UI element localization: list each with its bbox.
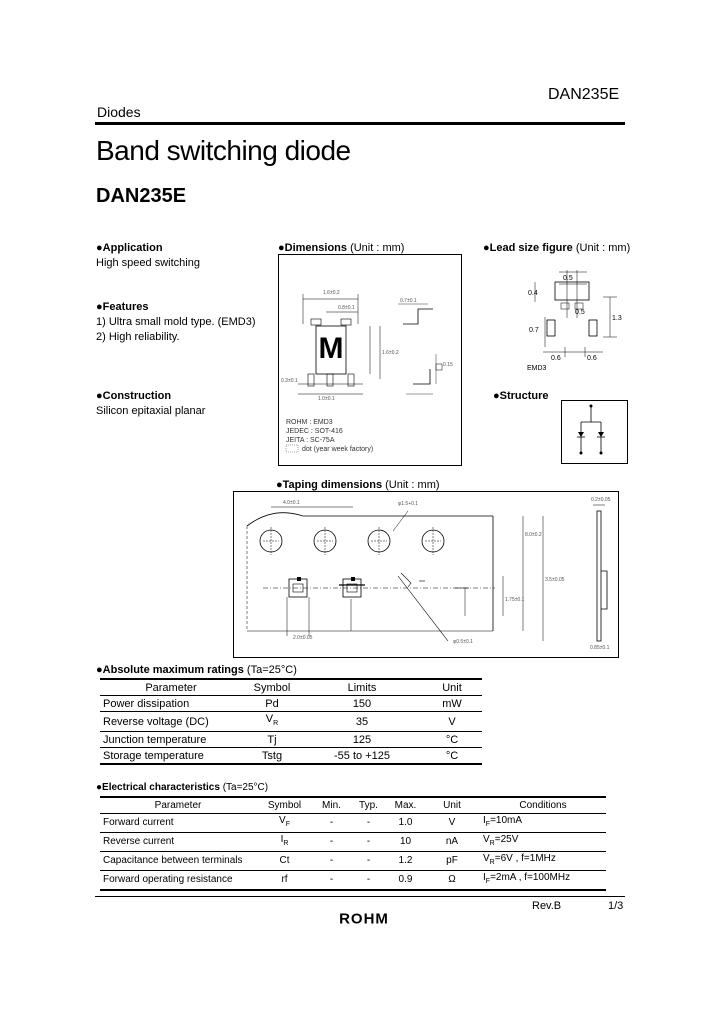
table-cell: °C (422, 748, 482, 765)
table-cell: pF (424, 852, 480, 871)
column-header: Parameter (100, 797, 256, 814)
header-category: Diodes (97, 104, 141, 120)
dimensions-drawing (278, 254, 462, 466)
table-cell: 150 (302, 696, 422, 712)
lead-dim: 0.7 (529, 327, 539, 334)
features-item: 1) Ultra small mold type. (EMD3) (96, 316, 256, 328)
footer-page: 1/3 (608, 900, 624, 912)
lead-dim: 0.5 (563, 275, 573, 282)
bullet-icon: ● (493, 390, 500, 402)
table-cell: - (313, 871, 350, 891)
table-cell: $V_R$ (242, 712, 302, 732)
taping-drawing (233, 491, 619, 659)
table-cell: 1.2 (387, 852, 424, 871)
lead-size-drawing (525, 262, 629, 378)
table-row (100, 852, 606, 871)
table-cell: -55 to +125 (302, 748, 422, 765)
table-cell: - (313, 852, 350, 871)
column-header: Max. (387, 797, 424, 814)
svg-text:2.0±0.05: 2.0±0.05 (293, 635, 313, 641)
construction-text: Silicon epitaxial planar (96, 405, 206, 417)
lead-dim: 1.3 (612, 315, 622, 322)
features-heading: ●Features (96, 301, 149, 313)
lead-dim: 0.6 (551, 355, 561, 362)
table-cell: $I_R$ (256, 833, 313, 852)
dimensions-note: ROHM : EMD3 (286, 419, 333, 426)
page-title: Band switching diode (96, 135, 351, 166)
table-cell: Ct (256, 852, 313, 871)
electrical-table (100, 796, 606, 891)
construction-heading: ●Construction (96, 390, 172, 402)
table-row (100, 748, 482, 765)
table-cell: - (350, 833, 387, 852)
column-header: Parameter (100, 679, 242, 696)
table-cell: - (313, 814, 350, 833)
table-cell: $I_F=10mA$ (480, 814, 606, 833)
features-item: 2) High reliability. (96, 331, 180, 343)
electrical-heading: ●Electrical characteristics (Ta=25°C) (96, 782, 269, 793)
svg-text:8.0±0.2: 8.0±0.2 (525, 532, 542, 538)
bullet-icon: ● (483, 242, 490, 254)
table-cell: 10 (387, 833, 424, 852)
table-row (100, 696, 482, 712)
rohm-logo (332, 910, 396, 926)
table-cell: - (350, 814, 387, 833)
table-cell: Power dissipation (100, 696, 242, 712)
table-cell: Pd (242, 696, 302, 712)
svg-text:0.8±0.1: 0.8±0.1 (338, 305, 355, 311)
header-rule (95, 122, 625, 125)
table-cell: rf (256, 871, 313, 891)
table-cell: nA (424, 833, 480, 852)
table-row (100, 833, 606, 852)
table-row (100, 871, 606, 891)
column-header: Typ. (350, 797, 387, 814)
dimensions-heading: ●Dimensions (Unit : mm) (278, 242, 405, 254)
svg-text:4.0±0.1: 4.0±0.1 (283, 500, 300, 506)
column-header: Unit (424, 797, 480, 814)
table-cell: $I_F=2mA$ , f=100MHz (480, 871, 606, 891)
table-cell: 1.0 (387, 814, 424, 833)
header-part-number: DAN235E (548, 86, 620, 103)
svg-text:0.7±0.1: 0.7±0.1 (400, 298, 417, 304)
table-cell: Ω (424, 871, 480, 891)
table-cell: 125 (302, 732, 422, 748)
lead-dim: 0.4 (528, 290, 538, 297)
table-cell: mW (422, 696, 482, 712)
dimensions-note: JEDEC : SOT-416 (286, 428, 343, 435)
svg-text:φ1.5+0.1: φ1.5+0.1 (398, 501, 419, 507)
table-cell: 0.9 (387, 871, 424, 891)
part-title: DAN235E (96, 185, 187, 207)
table-cell: V (422, 712, 482, 732)
column-header: Symbol (242, 679, 302, 696)
rohm-logo-text: ROHM (339, 910, 389, 926)
bullet-icon: ● (96, 390, 103, 402)
structure-heading: ●Structure (493, 390, 549, 402)
table-cell: Reverse current (100, 833, 256, 852)
application-text: High speed switching (96, 257, 200, 269)
table-cell: - (350, 852, 387, 871)
footer-rule (95, 896, 625, 897)
table-cell: $V_F$ (256, 814, 313, 833)
abs-max-table (100, 678, 482, 765)
table-cell: $V_R=25V$ (480, 833, 606, 852)
table-cell: Forward current (100, 814, 256, 833)
table-row (100, 814, 606, 833)
taping-heading: ●Taping dimensions (Unit : mm) (276, 479, 440, 491)
svg-text:φ0.5±0.1: φ0.5±0.1 (453, 639, 473, 645)
column-header: Unit (422, 679, 482, 696)
column-header: Symbol (256, 797, 313, 814)
table-row (100, 732, 482, 748)
svg-text:0.3±0.1: 0.3±0.1 (281, 378, 298, 384)
svg-text:0.2±0.05: 0.2±0.05 (591, 497, 611, 503)
column-header: Limits (302, 679, 422, 696)
svg-text:0.15: 0.15 (443, 362, 453, 368)
table-cell: $V_R=6V$ , f=1MHz (480, 852, 606, 871)
svg-text:1.6±0.2: 1.6±0.2 (382, 350, 399, 356)
dimensions-note: JEITA : SC-75A (286, 437, 335, 444)
lead-package: EMD3 (527, 365, 547, 372)
table-cell: - (313, 833, 350, 852)
table-row (100, 712, 482, 732)
bullet-icon: ● (96, 664, 103, 676)
column-header: Conditions (480, 797, 606, 814)
svg-text:1.6±0.2: 1.6±0.2 (323, 290, 340, 296)
application-heading: ●Application (96, 242, 163, 254)
svg-text:3.5±0.05: 3.5±0.05 (545, 577, 565, 583)
table-cell: V (424, 814, 480, 833)
svg-text:1.0±0.1: 1.0±0.1 (318, 396, 335, 402)
bullet-icon: ● (276, 479, 283, 491)
lead-dim: 0.6 (587, 355, 597, 362)
table-cell: Forward operating resistance (100, 871, 256, 891)
svg-text:1.75±0.1: 1.75±0.1 (505, 597, 525, 603)
bullet-icon: ● (96, 782, 103, 793)
structure-drawing (561, 400, 628, 464)
abs-max-heading: ●Absolute maximum ratings (Ta=25°C) (96, 664, 297, 676)
table-cell: Capacitance between terminals (100, 852, 256, 871)
dimensions-note: dot (year week factory) (302, 446, 374, 453)
table-cell: Tj (242, 732, 302, 748)
footer-revision: Rev.B (532, 900, 562, 912)
table-cell: - (350, 871, 387, 891)
table-cell: Junction temperature (100, 732, 242, 748)
table-cell: Reverse voltage (DC) (100, 712, 242, 732)
table-cell: 35 (302, 712, 422, 732)
bullet-icon: ● (278, 242, 285, 254)
lead-size-heading: ●Lead size figure (Unit : mm) (483, 242, 631, 254)
table-cell: Tstg (242, 748, 302, 765)
svg-text:0.85±0.1: 0.85±0.1 (590, 645, 610, 651)
lead-dim: 0.5 (575, 309, 585, 316)
column-header: Min. (313, 797, 350, 814)
table-cell: Storage temperature (100, 748, 242, 765)
bullet-icon: ● (96, 301, 103, 313)
bullet-icon: ● (96, 242, 103, 254)
table-cell: °C (422, 732, 482, 748)
table-header-row (100, 797, 606, 814)
marking-letter: M (318, 332, 344, 365)
table-header-row (100, 679, 482, 696)
